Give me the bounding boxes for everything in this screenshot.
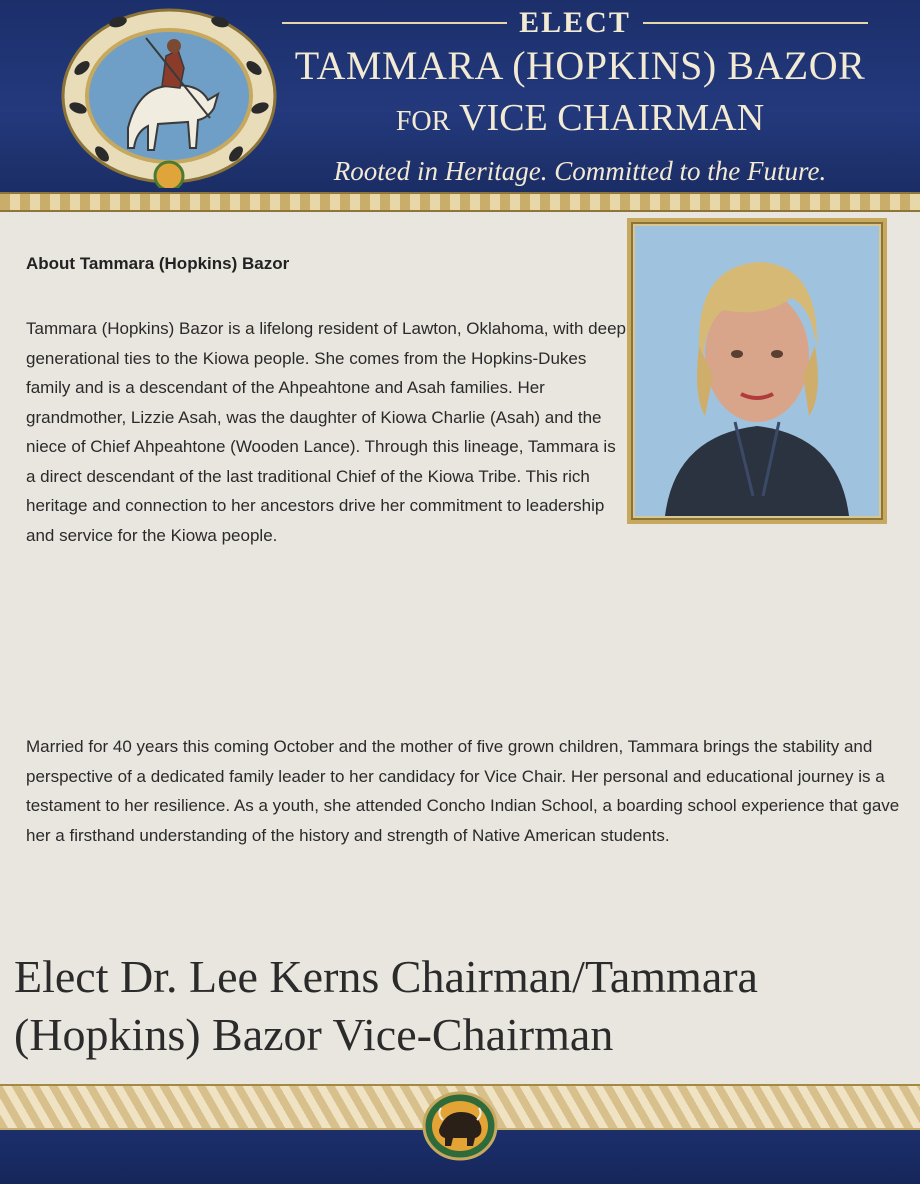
office-title — [270, 96, 890, 140]
elect-word: ELECT — [519, 6, 631, 39]
horse-rider-seal-icon — [58, 8, 280, 188]
bio-paragraph-2: Married for 40 years this coming October and the mother of five grown children, Tammara brings the stability and perspective of a dedicated family leader to her candidacy for Vice Chair. Her personal and educational journey is a testament to her resilience. As a youth, she attended Concho Indian School, a boarding school experience that gave her a firsthand understanding of the history and strength of Native American students. — [26, 737, 900, 845]
header-banner — [0, 0, 920, 200]
header-trim — [0, 192, 920, 212]
bio-paragraph-1: Tammara (Hopkins) Bazor is a lifelong resident of Lawton, Oklahoma, with deep generational ties to the Kiowa people. She comes from the Hopkins-Dukes family and is a descendant of the Ahpeahtone and Asah families. Her grandmother, Lizzie Asah, was the daughter of Kiowa Charlie (Asah) and the niece of Chief Ahpeahtone (Wooden Lance). Through this lineage, Tammara is a direct descendant of the last traditional Chief of the Kiowa Tribe. This rich heritage and connection to her ancestors drive her commitment to leadership and service for the Kiowa people. — [26, 319, 627, 545]
office-prefix: FOR — [395, 106, 451, 137]
left-rule — [282, 22, 507, 24]
about-heading: About Tammara (Hopkins) Bazor — [26, 254, 290, 273]
portrait-image — [635, 226, 879, 516]
candidate-name: TAMMARA (HOPKINS) BAZOR — [294, 43, 866, 88]
buffalo-emblem-icon — [421, 1090, 499, 1162]
office-name: VICE CHAIRMAN — [459, 97, 765, 139]
right-rule — [643, 22, 868, 24]
tagline: Rooted in Heritage. Committed to the Future. — [333, 156, 827, 186]
slogan: Elect Dr. Lee Kerns Chairman/Tammara (Hopkins) Bazor Vice-Chairman — [14, 951, 758, 1060]
elect-heading — [270, 6, 880, 40]
candidate-photo — [627, 218, 887, 524]
